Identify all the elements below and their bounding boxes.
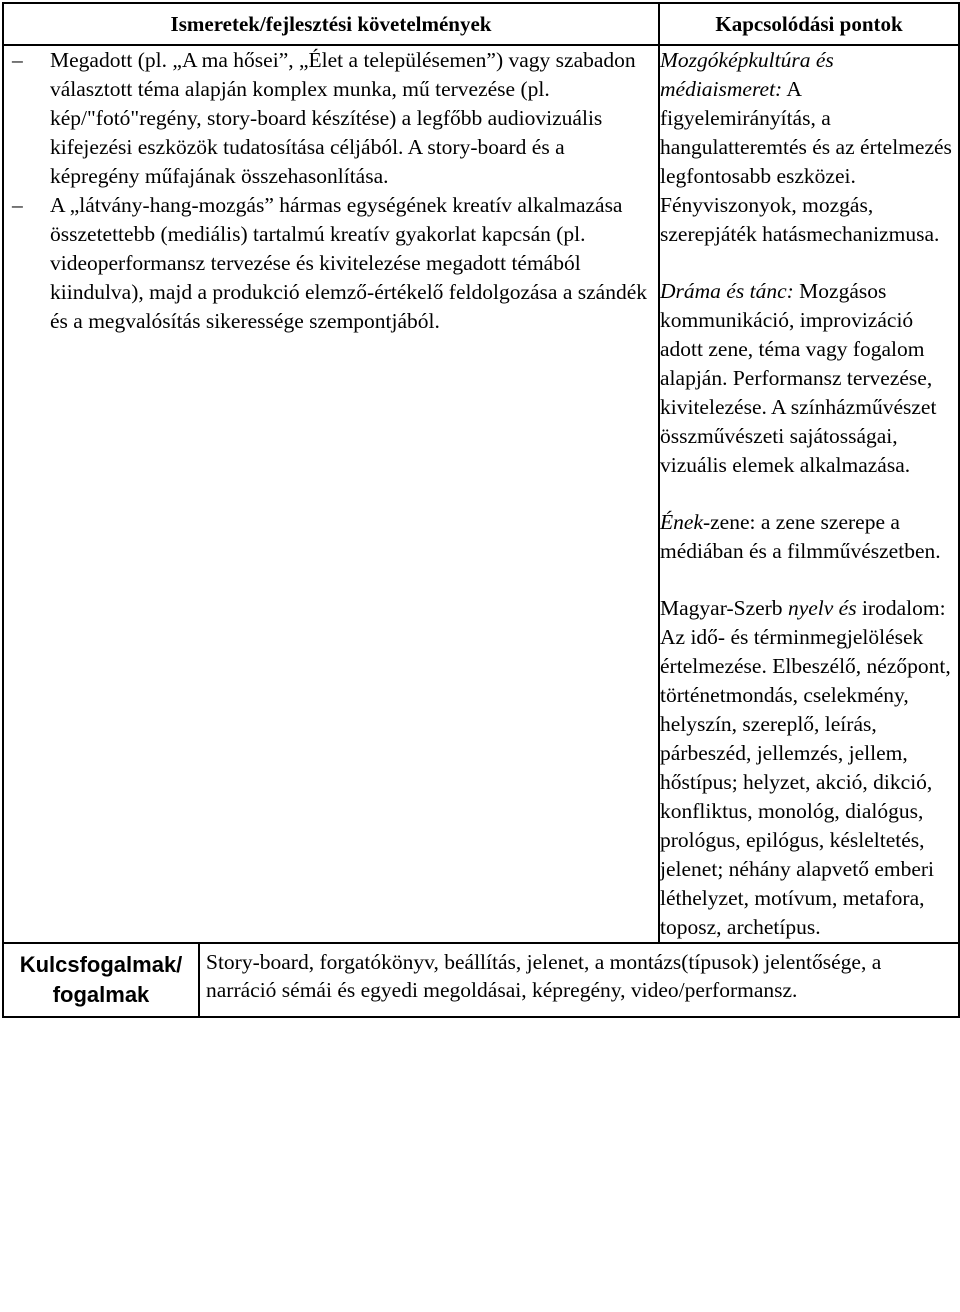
requirements-header: Ismeretek/fejlesztési követelmények (3, 3, 659, 45)
connection-item (660, 594, 958, 942)
connection-subject: Mozgóképkultúra és médiaismeret: (660, 48, 834, 101)
curriculum-table (2, 2, 960, 1018)
requirement-text: Megadott (pl. „A ma hősei”, „Élet a településemen”) vagy szabadon választott téma alapján komplex munka, mű tervezése (pl. kép/"fotó"regény, story-board készítése) a legfőbb audiovizuális kifejezési eszközök tudatosítása céljából. A story-board és a képregény műfajának összehasonlítása. (50, 48, 636, 188)
key-concepts-label-line1: Kulcsfogalmak/ (19, 952, 183, 977)
connections-cell (659, 45, 959, 943)
dash-bullet: – (12, 193, 23, 217)
connection-item (660, 508, 958, 566)
key-concepts-label-line2: fogalmak (52, 982, 150, 1007)
content-row (3, 45, 959, 943)
key-concepts-row (3, 943, 959, 1017)
table-header-row (3, 3, 959, 45)
connection-subject: Ének (660, 510, 703, 534)
connection-text: irodalom: Az idő- és términmegjelölések értelmezése. Elbeszélő, nézőpont, történetmondás, cselekmény, helyszín, szereplő, leírás, párbeszéd, jellemzés, jellem, hőstípus; helyzet, akció, dikció, konfliktus, monológ, dialógus, prológus, epilógus, késleltetés, jelenet; néhány alapvető emberi léthelyzet, motívum, metafora, toposz, archetípus. (660, 596, 951, 939)
connections-header: Kapcsolódási pontok (659, 3, 959, 45)
connection-item (660, 46, 958, 249)
connection-subject: nyelv és (787, 596, 857, 620)
connection-text: A figyelemirányítás, a hangulatteremtés és az értelmezés legfontosabb eszközei. Fényviszonyok, mozgás, szerepjáték hatásmechanizmusa. (660, 77, 952, 246)
requirement-item (4, 46, 658, 191)
connection-prefix: Magyar-Szerb (660, 596, 788, 620)
requirements-cell (3, 45, 659, 943)
connection-text: -zene: a zene szerepe a médiában és a filmművészetben. (660, 510, 941, 563)
connection-text: Mozgásos kommunikáció, improvizáció adott zene, téma vagy fogalom alapján. Performansz tervezése, kivitelezése. A színházművészet összművészeti sajátosságai, vizuális elemek alkalmazása. (660, 279, 937, 477)
requirement-text: A „látvány-hang-mozgás” hármas egységének kreatív alkalmazása összetettebb (mediális) tartalmú kreatív gyakorlat kapcsán (pl. videoperformansz tervezése és kivitelezése megadott témából kiindulva), majd a produkció elemző-értékelő feldolgozása a szándék és a megvalósítás sikeressége szempontjából. (50, 193, 647, 333)
connection-item (660, 277, 958, 480)
key-concepts-text: Story-board, forgatókönyv, beállítás, jelenet, a montázs(típusok) jelentősége, a narráció sémái és egyedi megoldásai, képregény, video/performansz. (199, 943, 959, 1017)
requirement-item (4, 191, 658, 336)
connection-subject: Dráma és tánc: (660, 279, 794, 303)
key-concepts-label (3, 943, 199, 1017)
dash-bullet: – (12, 48, 23, 72)
